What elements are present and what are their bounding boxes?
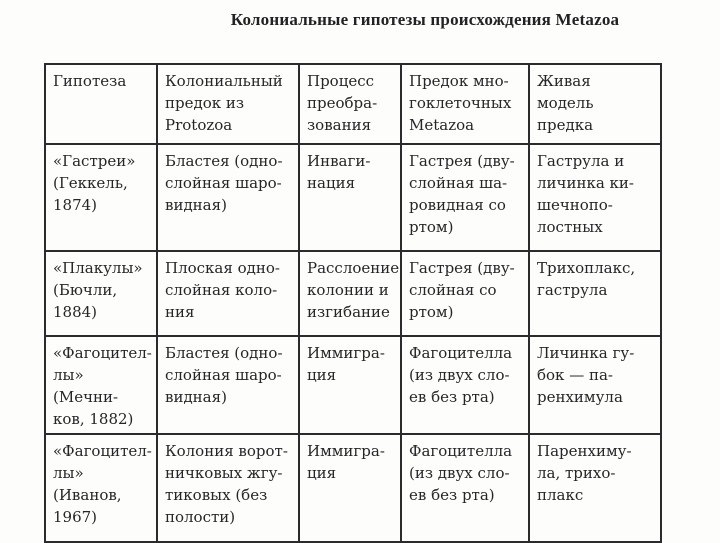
- table-cell: Иммигра- ция: [299, 336, 401, 434]
- table-row: [45, 336, 661, 434]
- table-cell: Личинка гу- бок — па- ренхимула: [529, 336, 661, 434]
- header-cell-colonial-ancestor: Колониальный предок из Protozoa: [157, 64, 299, 144]
- table-cell: Гастрея (дву- слойная со ртом): [401, 251, 529, 336]
- header-cell-process: Процесс преобра- зования: [299, 64, 401, 144]
- table-cell: Гаструла и личинка ки- шечнопо- лостных: [529, 144, 661, 251]
- hypotheses-table: [44, 63, 662, 543]
- table-cell: Бластея (одно- слойная шаро- видная): [157, 336, 299, 434]
- table-cell: Фагоцителла (из двух сло- ев без рта): [401, 336, 529, 434]
- page-title: Колониальные гипотезы происхождения Metazoa: [230, 10, 620, 29]
- table-row: [45, 144, 661, 251]
- table-cell: Колония ворот- ничковых жгу- тиковых (без полости): [157, 434, 299, 542]
- table-cell: Иммигра- ция: [299, 434, 401, 542]
- header-cell-hypothesis: Гипотеза: [45, 64, 157, 144]
- table-cell: Расслоение колонии и изгибание: [299, 251, 401, 336]
- header-cell-living-model: Живая модель предка: [529, 64, 661, 144]
- table-cell: Гастрея (дву- слойная ша- ровидная со ртом): [401, 144, 529, 251]
- table-cell: Инваги- нация: [299, 144, 401, 251]
- table-row: [45, 251, 661, 336]
- header-cell-metazoa-ancestor: Предок мно- гоклеточных Metazoa: [401, 64, 529, 144]
- table-cell: Бластея (одно- слойная шаро- видная): [157, 144, 299, 251]
- table-header-row: [45, 64, 661, 144]
- table-row: [45, 434, 661, 542]
- table-cell: «Фагоцител- лы» (Иванов, 1967): [45, 434, 157, 542]
- table-cell: Трихоплакс, гаструла: [529, 251, 661, 336]
- table-cell: «Фагоцител- лы» (Мечни- ков, 1882): [45, 336, 157, 434]
- table-cell: «Плакулы» (Бючли, 1884): [45, 251, 157, 336]
- table-cell: Паренхиму- ла, трихо- плакс: [529, 434, 661, 542]
- table-cell: «Гастреи» (Геккель, 1874): [45, 144, 157, 251]
- table-cell: Плоская одно- слойная коло- ния: [157, 251, 299, 336]
- table-cell: Фагоцителла (из двух сло- ев без рта): [401, 434, 529, 542]
